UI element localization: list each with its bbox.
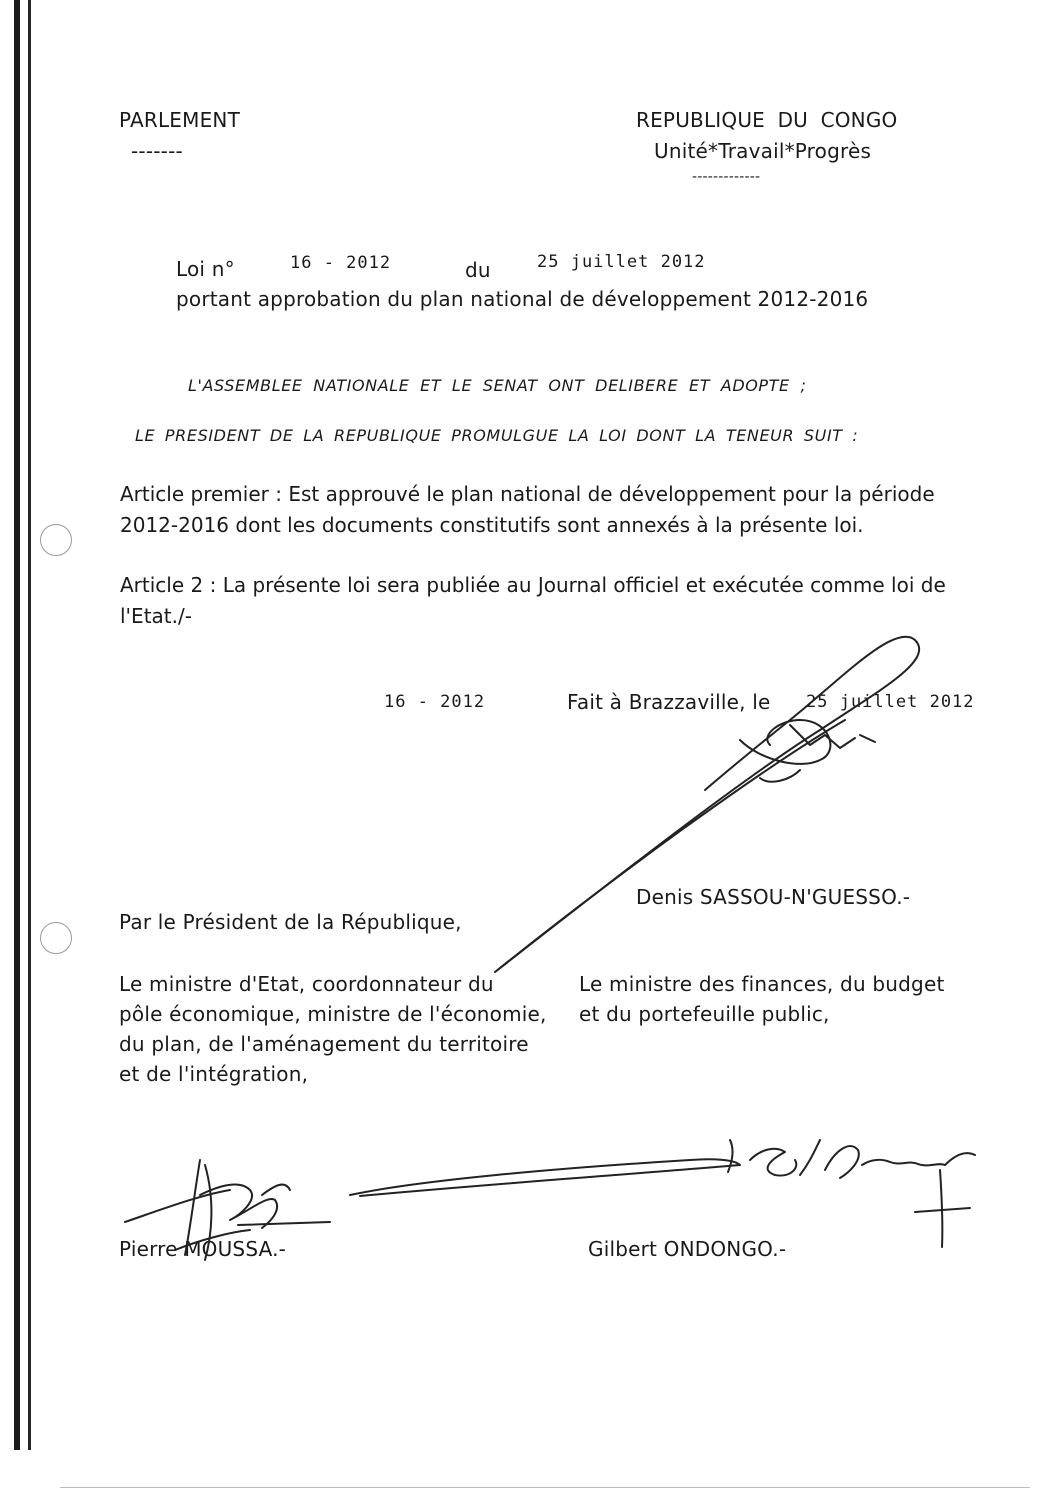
title-line: et du portefeuille public, [579,1002,830,1026]
title-line: Le ministre d'Etat, coordonnateur du [119,972,494,996]
by-president-text: Par le Président de la République, [119,910,462,934]
article-premier [120,479,950,541]
title-line: du plan, de l'aménagement du territoire [119,1032,529,1056]
binder-edge-inner [28,0,31,1450]
preamble-line-1: L'ASSEMBLEE NATIONALE ET LE SENAT ONT DELIBERE ET ADOPTE ; [188,376,807,395]
parliament-title: PARLEMENT [119,108,241,132]
law-date: 25 juillet 2012 [537,252,706,272]
stamp-number: 16 - 2012 [384,692,486,712]
article-label: Article 2 : [120,573,217,597]
preamble-line-2: LE PRESIDENT DE LA REPUBLIQUE PROMULGUE LA LOI DONT LA TENEUR SUIT : [135,426,859,445]
title-line: pôle économique, ministre de l'économie, [119,1002,547,1026]
minister-economy-name: Pierre MOUSSA.- [119,1237,287,1261]
minister-finance-title [579,969,945,1029]
president-name: Denis SASSOU-N'GUESSO.- [636,885,911,909]
law-prefix: Loi n° [176,257,235,281]
minister-economy-title [119,969,547,1089]
article-text: La présente loi sera publiée au Journal officiel et exécutée comme loi de l'Etat./- [120,573,946,628]
place-text: Fait à Brazzaville, le [567,690,771,714]
republic-rule: ------------- [692,169,761,185]
republic-title: REPUBLIQUE DU CONGO [636,108,898,132]
article-2 [120,570,950,632]
minister-finance-name: Gilbert ONDONGO.- [588,1237,787,1261]
binder-edge [14,0,20,1450]
parliament-rule: ------- [131,139,183,163]
title-line: et de l'intégration, [119,1062,309,1086]
title-line: Le ministre des finances, du budget [579,972,945,996]
article-label: Article premier : [120,482,282,506]
article-text: Est approuvé le plan national de développement pour la période 2012-2016 dont les documents constitutifs sont annexés à la présente loi. [120,482,935,537]
page-bottom-rule [60,1487,1030,1488]
punch-hole-top [40,524,72,556]
stamp-date: 25 juillet 2012 [806,692,975,712]
law-du: du [465,258,491,282]
law-number: 16 - 2012 [290,253,392,273]
punch-hole-bottom [40,922,72,954]
law-subject: portant approbation du plan national de développement 2012-2016 [176,287,869,311]
republic-motto: Unité*Travail*Progrès [654,139,872,163]
